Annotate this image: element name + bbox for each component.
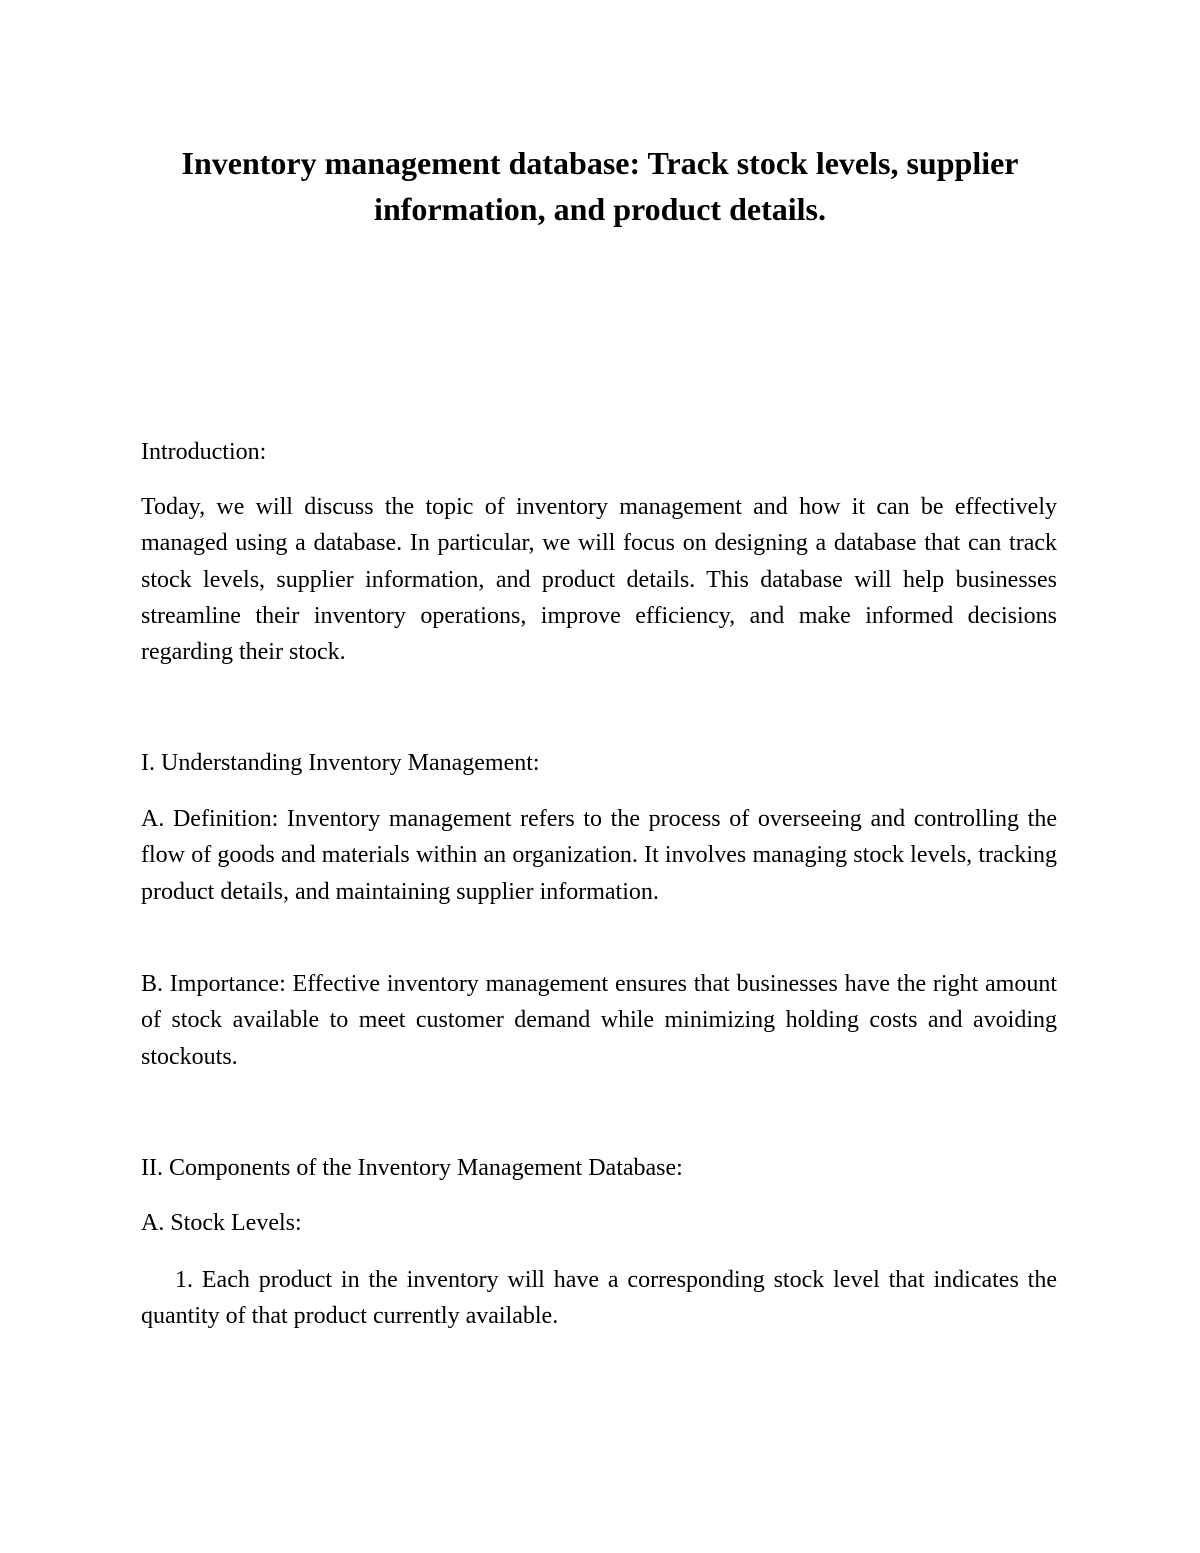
section-1-heading: I. Understanding Inventory Management:: [141, 750, 540, 776]
stock-levels-subheading: A. Stock Levels:: [141, 1210, 302, 1236]
stock-levels-item-1: 1. Each product in the inventory will have a corresponding stock level that indicates the quantity of that product currently available.: [141, 1267, 1057, 1330]
document-title: Inventory management database: Track stock levels, supplier information, and product details.: [181, 145, 1019, 227]
section-2-heading: II. Components of the Inventory Management Database:: [141, 1155, 683, 1181]
definition-paragraph: A. Definition: Inventory management refers to the process of overseeing and controlling the flow of goods and materials within an organization. It involves managing stock levels, tracking product details, and maintaining supplier information.: [141, 806, 1057, 905]
introduction-paragraph: Today, we will discuss the topic of inventory management and how it can be effectively managed using a database. In particular, we will focus on designing a database that can track stock levels, supplier information, and product details. This database will help businesses streamline their inventory operations, improve efficiency, and make informed decisions regarding their stock.: [141, 494, 1057, 666]
importance-paragraph: B. Importance: Effective inventory management ensures that businesses have the right amount of stock available to meet customer demand while minimizing holding costs and avoiding stockouts.: [141, 971, 1057, 1070]
introduction-heading: Introduction:: [141, 439, 267, 465]
